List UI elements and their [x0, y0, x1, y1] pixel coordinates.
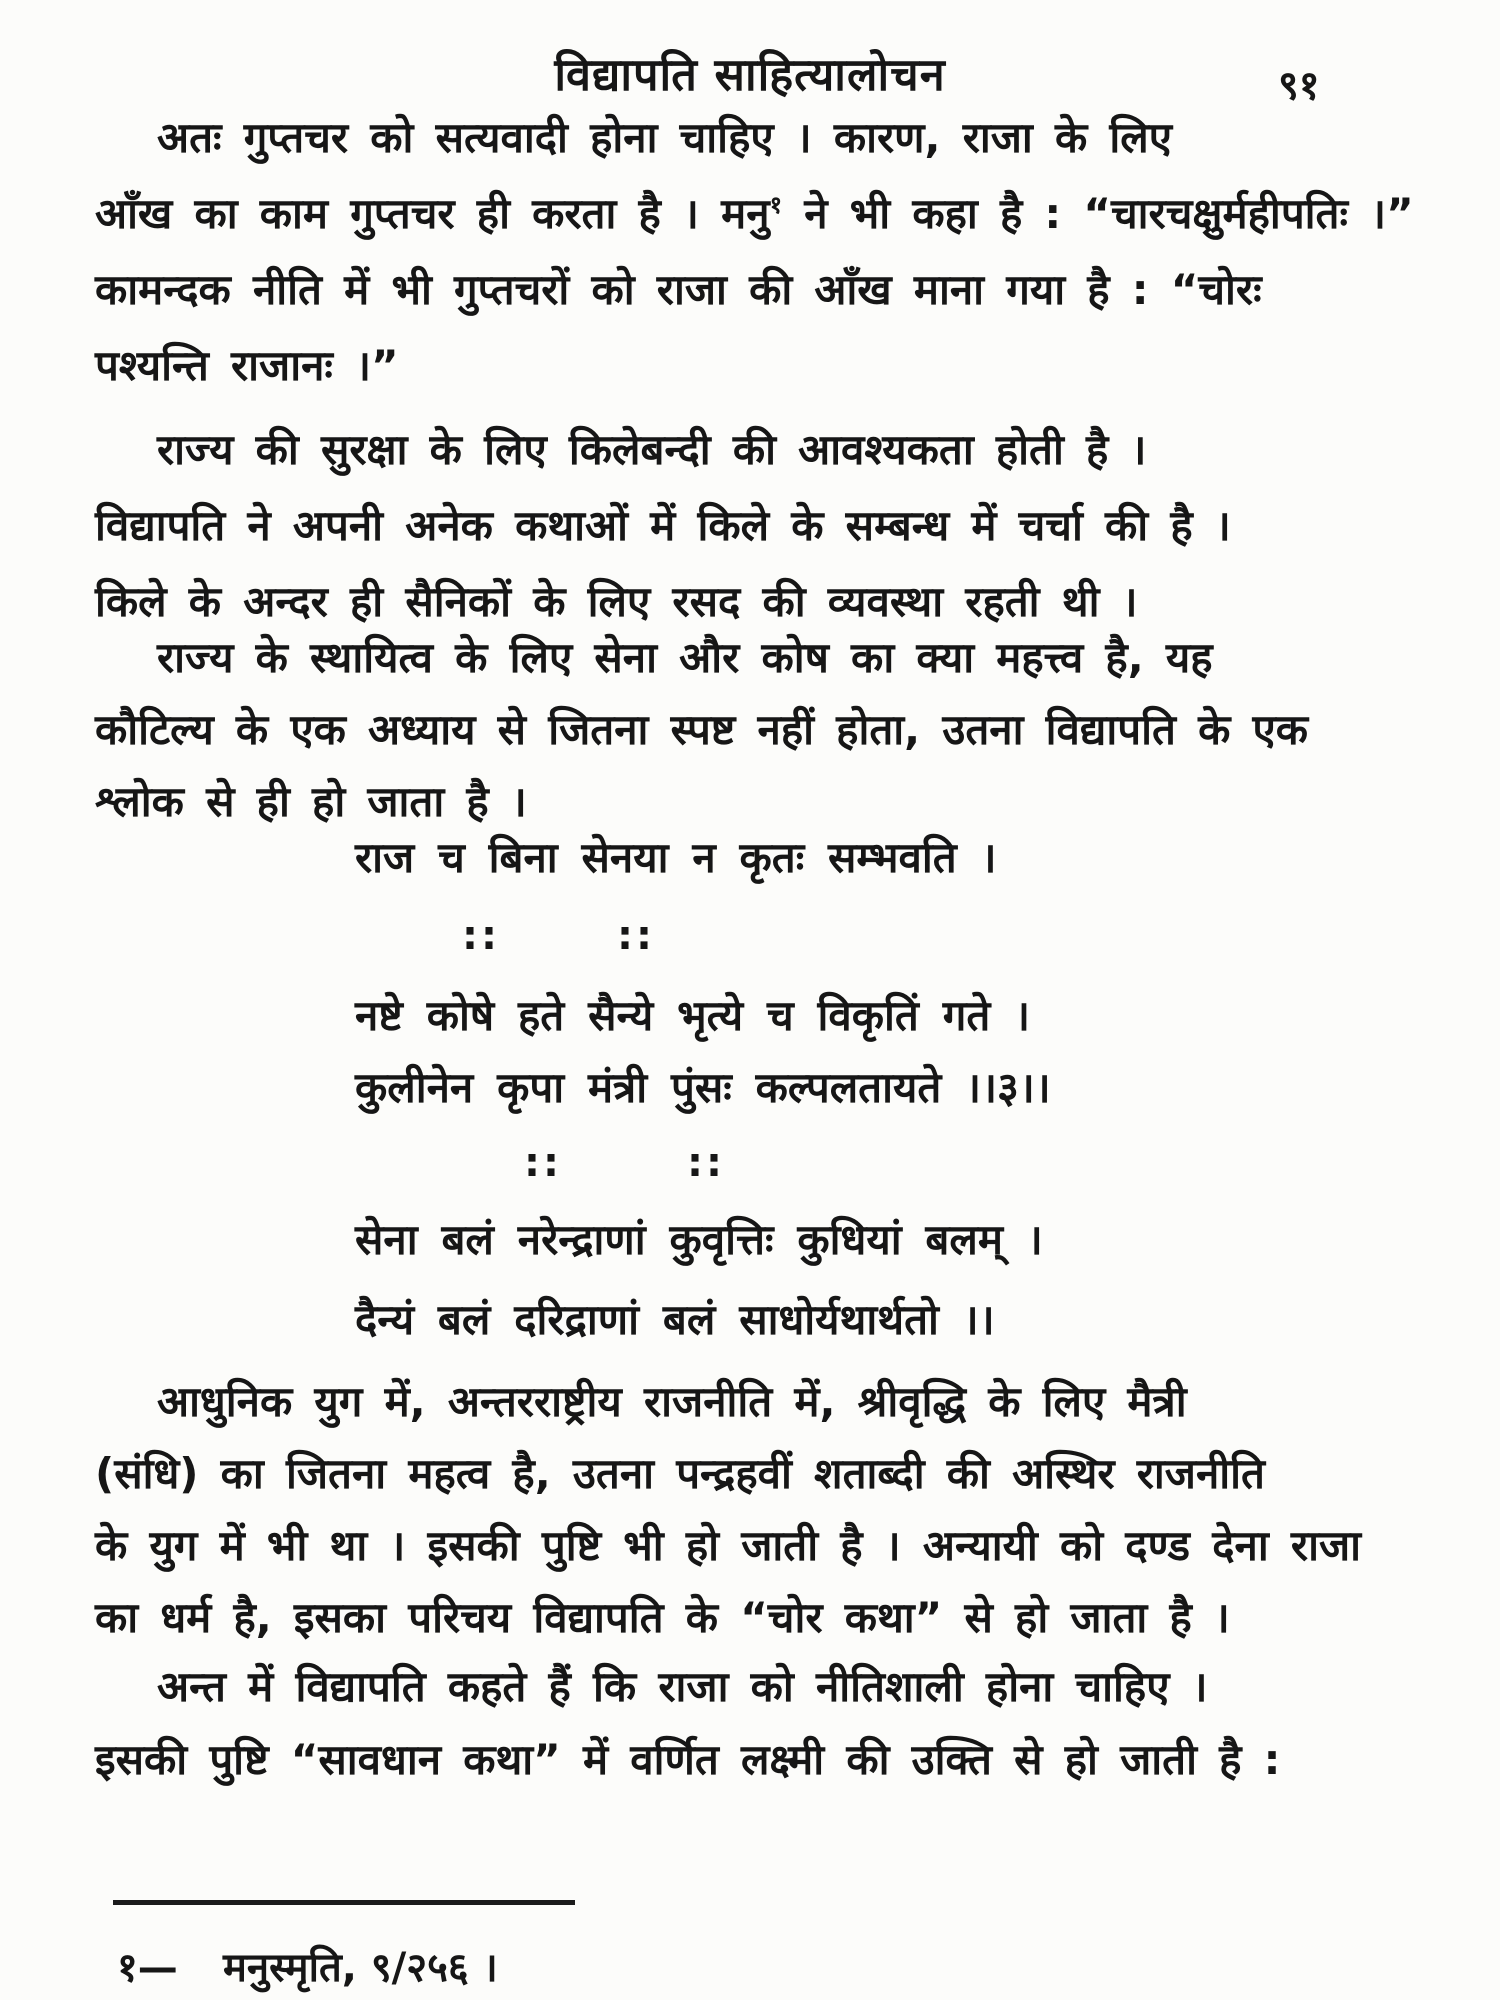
text-line: कामन्दक नीति में भी गुप्तचरों को राजा की आँख माना गया है : “चोरः — [95, 265, 1262, 314]
text-segment: ने भी कहा है : “चारचक्षुर्महीपतिः ।” — [782, 189, 1414, 238]
text-line: कौटिल्य के एक अध्याय से जितना स्पष्ट नहीं होता, उतना विद्यापति के एक — [95, 705, 1308, 754]
book-title: विद्यापति साहित्यालोचन — [554, 48, 946, 101]
paragraph-3 — [95, 622, 1415, 838]
text-line: का धर्म है, इसका परिचय विद्यापति के “चोर कथा” से हो जाता है । — [95, 1593, 1230, 1642]
text-line: राज्य की सुरक्षा के लिए किलेबन्दी की आवश्यकता होती है । — [157, 425, 1147, 474]
text-line: अन्त में विद्यापति कहते हैं कि राजा को नीतिशाली होना चाहिए । — [157, 1662, 1208, 1711]
text-line: (संधि) का जितना महत्व है, उतना पन्द्रहवीं शताब्दी की अस्थिर राजनीति — [95, 1449, 1265, 1498]
footnote-divider-rule — [113, 1900, 575, 1905]
verse-line: नष्टे कोषे हते सैन्ये भृत्ये च विकृतिं गते । — [355, 991, 1031, 1040]
paragraph-5 — [95, 1650, 1415, 1796]
verse-line: दैन्यं बलं दरिद्राणां बलं साधोर्यथार्थतो ।। — [355, 1295, 995, 1344]
text-line: इसकी पुष्टि “सावधान कथा” में वर्णित लक्ष्मी की उक्ति से हो जाती है : — [95, 1735, 1281, 1784]
text-line: किले के अन्दर ही सैनिकों के लिए रसद की व्यवस्था रहती थी । — [95, 577, 1138, 626]
verse-separator: :: — [617, 913, 655, 959]
paragraph-4 — [95, 1366, 1415, 1654]
verse-line: सेना बलं नरेन्द्राणां कुवृत्तिः कुधियां बलम् । — [355, 1215, 1043, 1264]
footnote-text: मनुस्मृति, ९/२५६ । — [223, 1945, 498, 1991]
text-line: राज्य के स्थायित्व के लिए सेना और कोष का क्या महत्त्व है, यह — [157, 633, 1213, 682]
text-line: विद्यापति ने अपनी अनेक कथाओं में किले के सम्बन्ध में चर्चा की है । — [95, 501, 1231, 550]
text-line: के युग में भी था । इसकी पुष्टि भी हो जाती है । अन्यायी को दण्ड देना राजा — [95, 1521, 1361, 1570]
paragraph-2 — [95, 412, 1415, 640]
verse-separator: :: — [524, 1140, 562, 1186]
footnote-marker: १— — [117, 1945, 178, 1991]
text-segment: आँख का काम गुप्तचर ही करता है । मनु — [95, 189, 770, 238]
text-line: आधुनिक युग में, अन्तरराष्ट्रीय राजनीति में, श्रीवृद्धि के लिए मैत्री — [157, 1377, 1187, 1426]
verse-line: राज च बिना सेनया न कृतः सम्भवति । — [355, 833, 997, 882]
footnote-reference-superscript: १ — [769, 191, 783, 219]
verse-line: कुलीनेन कृपा मंत्री पुंसः कल्पलतायते ।।३।। — [355, 1063, 1051, 1112]
verse-separator: :: — [462, 913, 500, 959]
page-number: ९१ — [1278, 63, 1320, 109]
text-line: अतः गुप्तचर को सत्यवादी होना चाहिए । कारण, राजा के लिए — [157, 113, 1172, 162]
text-line: पश्यन्ति राजानः ।” — [95, 341, 399, 390]
verse-separator: :: — [687, 1140, 725, 1186]
verse-block — [355, 828, 1355, 1368]
paragraph-1 — [95, 100, 1415, 404]
text-line — [95, 176, 1415, 252]
text-line: श्लोक से ही हो जाता है । — [95, 777, 527, 826]
